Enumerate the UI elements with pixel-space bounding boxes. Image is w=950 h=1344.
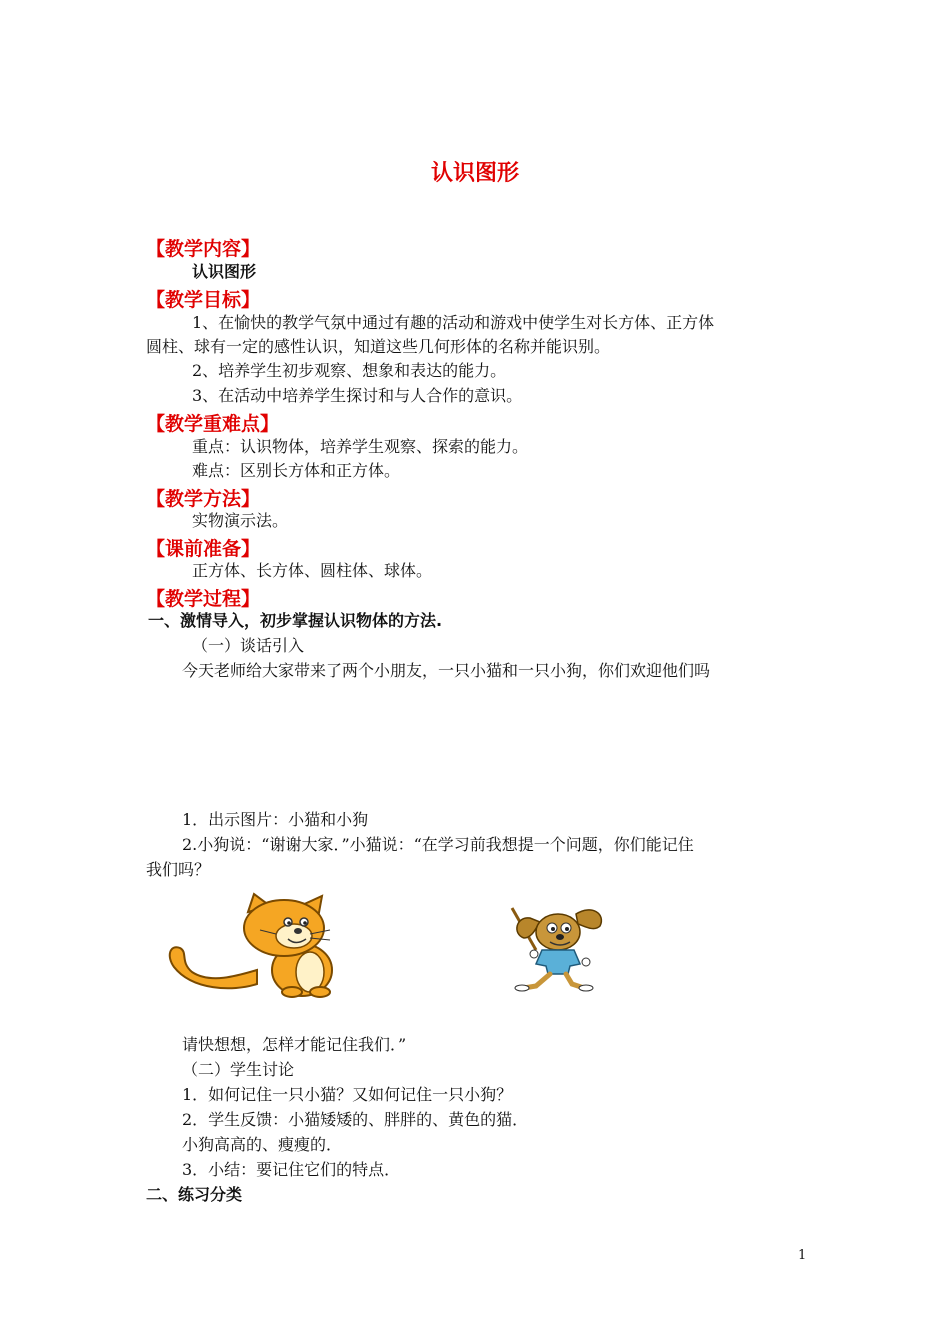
cat-pupil [287, 921, 291, 925]
key-point: 重点：认识物体，培养学生观察、探索的能力。 [192, 437, 529, 456]
dog-pupil [565, 927, 569, 931]
cat-belly [296, 952, 324, 992]
page-title: 认识图形 [430, 161, 519, 186]
process-part-1: 一、激情导入，初步掌握认识物体的方法. [148, 611, 443, 630]
difficult-point: 难点：区别长方体和正方体。 [192, 461, 401, 480]
dog-nose [556, 934, 564, 940]
goal-3: 3、在活动中培养学生探讨和与人合作的意识。 [192, 386, 523, 405]
dog-shirt [536, 950, 580, 974]
question-3: 3．小结：要记住它们的特点． [182, 1160, 401, 1179]
dog-pupil [551, 927, 555, 931]
goal-2: 2、培养学生初步观察、想象和表达的能力。 [192, 361, 507, 380]
cat-muzzle [276, 924, 312, 948]
question-2-continued: 小狗高高的、瘦瘦的． [182, 1135, 343, 1154]
section-heading-method: 【教学方法】 [146, 488, 261, 510]
section-heading-preparation: 【课前准备】 [146, 538, 261, 560]
section-heading-goals: 【教学目标】 [146, 289, 261, 311]
dog-hand [530, 950, 538, 958]
step-2-line-1: 2.小狗说：“谢谢大家．”小猫说：“在学习前我想提一个问题，你们能记住 [182, 835, 694, 854]
method-text: 实物演示法。 [192, 511, 289, 530]
cat-nose [294, 928, 302, 934]
dog-shoe [579, 985, 593, 991]
page-number: 1 [798, 1248, 807, 1263]
intro-text: 今天老师给大家带来了两个小朋友，一只小猫和一只小狗，你们欢迎他们吗 [182, 661, 711, 680]
cat-pupil [303, 921, 307, 925]
section-heading-process: 【教学过程】 [146, 588, 261, 610]
step-2-line-2: 我们吗？ [146, 860, 211, 879]
dog-ear [576, 910, 601, 929]
cat-paw [310, 987, 330, 997]
question-2: 2．学生反馈：小猫矮矮的、胖胖的、黄色的猫． [182, 1110, 529, 1129]
section-heading-key-points: 【教学重难点】 [146, 413, 280, 435]
process-sub-1: （一）谈话引入 [192, 636, 305, 655]
dog-image [506, 904, 610, 992]
goal-1-line-2: 圆柱、球有一定的感性认识，知道这些几何形体的名称并能识别。 [146, 337, 611, 356]
think-text: 请快想想，怎样才能记住我们．” [182, 1035, 407, 1054]
process-sub-2: （二）学生讨论 [182, 1060, 295, 1079]
goal-1-line-1: 1、在愉快的教学气氛中通过有趣的活动和游戏中使学生对长方体、正方体 [192, 313, 715, 332]
question-1: 1．如何记住一只小猫？又如何记住一只小狗？ [182, 1085, 513, 1104]
cat-tail [170, 947, 257, 988]
dog-hand [582, 958, 590, 966]
dog-shoe [515, 985, 529, 991]
preparation-text: 正方体、长方体、圆柱体、球体。 [192, 561, 433, 580]
cat-paw [282, 987, 302, 997]
cat-image [162, 892, 348, 1000]
process-part-2: 二、练习分类 [146, 1185, 243, 1204]
step-1: 1．出示图片：小猫和小狗 [182, 810, 369, 829]
section-heading-content: 【教学内容】 [146, 238, 261, 260]
content-text: 认识图形 [192, 262, 257, 281]
